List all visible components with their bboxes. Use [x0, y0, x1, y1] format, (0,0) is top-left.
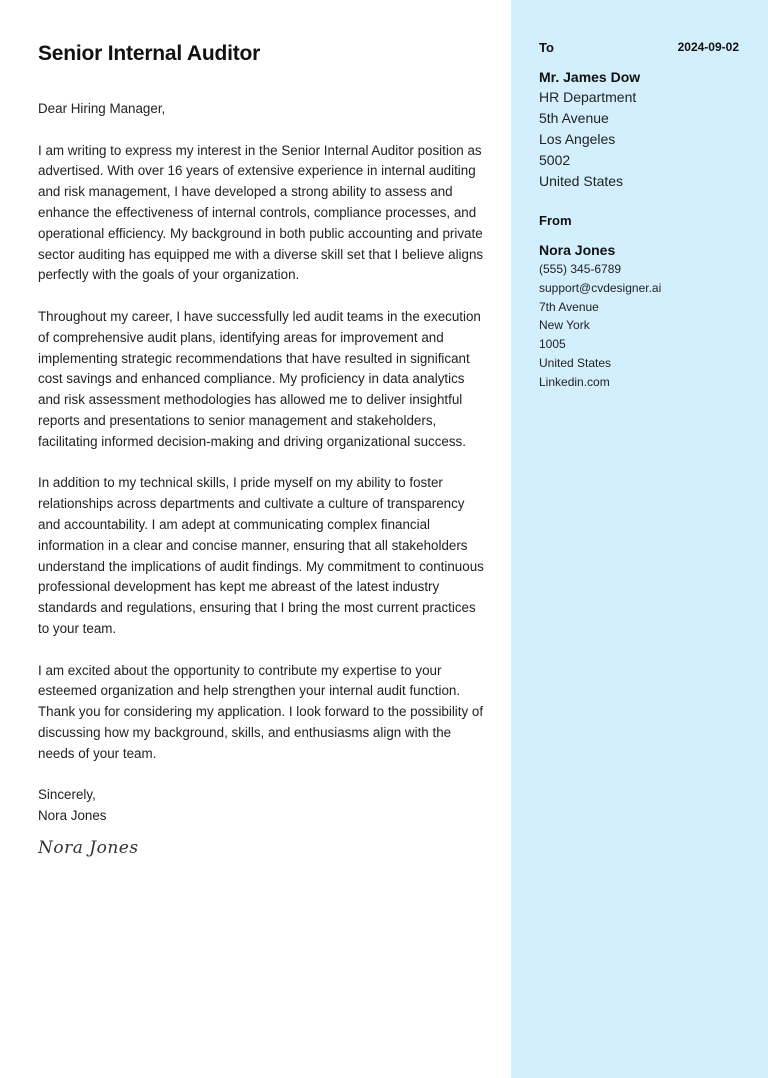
to-heading: To — [539, 40, 554, 55]
sender-linkedin: Linkedin.com — [539, 374, 610, 389]
sender-street: 7th Avenue — [539, 299, 599, 314]
recipient-department: HR Department — [539, 89, 637, 105]
recipient-zip: 5002 — [539, 152, 571, 168]
recipient-block — [539, 67, 640, 192]
sender-signoff-name: Nora Jones — [38, 808, 107, 824]
recipient-city: Los Angeles — [539, 131, 616, 147]
sender-block — [539, 240, 661, 392]
sender-city: New York — [539, 318, 590, 333]
paragraph-2: Throughout my career, I have successfully led audit teams in the execution of comprehensive audit plans, identifying areas for improvement and implementing strategic recommendations that have resulted in significant cost savings and enhanced compliance. My proficiency in data analytics and risk assessment methodologies has allowed me to deliver insightful reports and presentations to senior management and stakeholders, facilitating informed decision-making and driving organizational success. — [38, 308, 481, 449]
salutation: Dear Hiring Manager, — [38, 101, 166, 116]
recipient-street: 5th Avenue — [539, 110, 609, 126]
paragraph-1: I am writing to express my interest in the Senior Internal Auditor position as advertised. With over 16 years of extensive experience in internal auditing and risk management, I have developed a strong ability to assess and enhance the effectiveness of internal controls, compliance processes, and operational efficiency. My background in both public accounting and private sector auditing has equipped me with a diverse skill set that I believe aligns perfectly with the goals of your organization. — [38, 142, 484, 283]
sender-zip: 1005 — [539, 337, 566, 352]
from-heading: From — [539, 213, 572, 228]
letter-title: Senior Internal Auditor — [38, 42, 261, 65]
sender-country: United States — [539, 355, 612, 370]
handwritten-signature: Nora Jones — [38, 838, 139, 858]
letter-date: 2024-09-02 — [677, 40, 739, 54]
sender-phone: (555) 345-6789 — [539, 262, 622, 276]
paragraph-3: In addition to my technical skills, I pride myself on my ability to foster relationships across departments and cultivate a culture of transparency and accountability. I am adept at communicating complex financial information in a clear and concise manner, ensuring that all stakeholders understand the implications of audit findings. My commitment to continuous professional development has kept me abreast of the latest industry standards and regulations, ensuring that I bring the most current practices to your team. — [38, 475, 484, 636]
sender-name: Nora Jones — [539, 242, 616, 258]
paragraph-4: I am excited about the opportunity to contribute my expertise to your esteemed organization and help strengthen your internal audit function. Thank you for considering my application. I look forward to the possibility of discussing how my background, skills, and enthusiasms align with the needs of your team. — [38, 662, 484, 761]
recipient-name: Mr. James Dow — [539, 69, 641, 85]
closing: Sincerely, — [38, 787, 96, 803]
letter-text — [38, 99, 486, 827]
sender-email: support@cvdesigner.ai — [539, 280, 662, 295]
recipient-country: United States — [539, 173, 624, 189]
